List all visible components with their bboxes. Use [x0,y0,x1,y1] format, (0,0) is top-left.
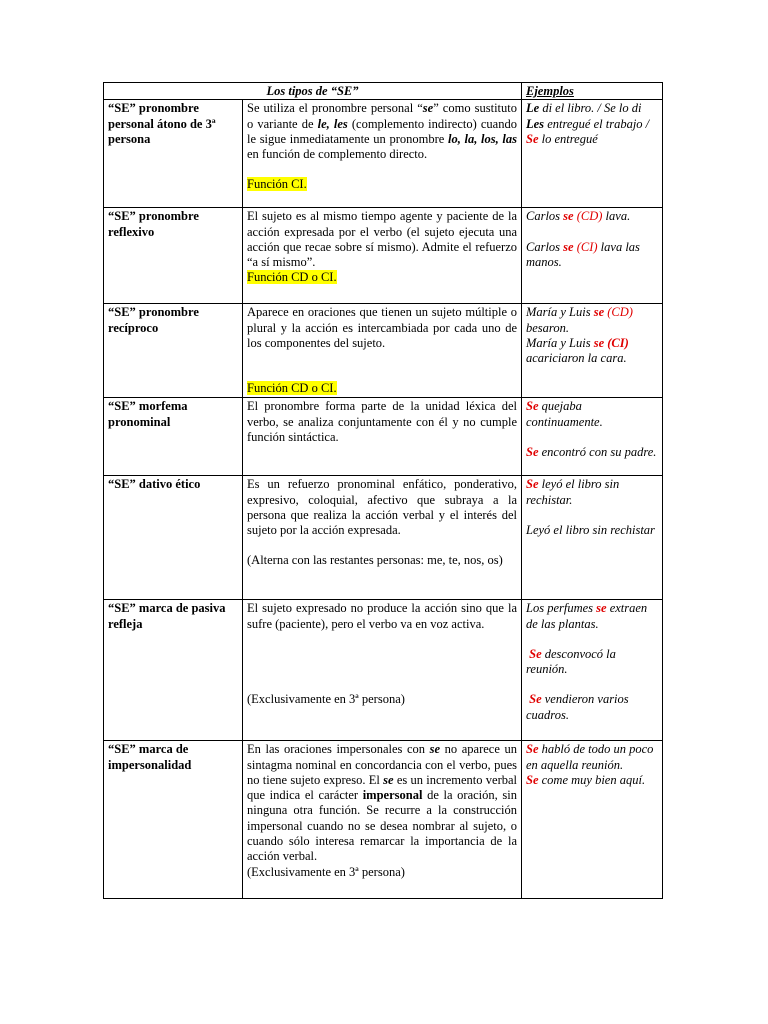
example-text: Carlos se (CI) lava las manos. [526,239,640,269]
example-text: Los perfumes se extraen de las plantas. [526,601,648,631]
examples-cell [522,741,663,899]
table-row [104,476,663,600]
example-text: Le di el libro. / Se lo di [526,101,642,116]
example-text: Les entregué el trabajo / Se lo entregué [526,116,650,146]
table-row [104,304,663,398]
function-highlight: Función CD o CI. [247,381,337,396]
table-row [104,398,663,476]
types-header: Los tipos de “SE” [104,83,522,100]
se-type-cell: “SE” marca de impersonalidad [104,741,243,899]
se-types-table [103,82,663,899]
example-text: Se habló de todo un poco en aquella reunión. [526,742,654,772]
examples-cell [522,476,663,600]
se-type-cell: “SE” pronombre personal átono de 3ª persona [104,100,243,208]
example-text: Se leyó el libro sin rechistar. [526,477,620,507]
description-text: El sujeto expresado no produce la acción sino que la sufre (paciente), pero el verbo va en voz activa. [247,601,517,631]
example-text: Se desconvocó la reunión. [526,646,616,677]
example-text: Carlos se (CD) lava. [526,209,631,224]
function-highlight: Función CI. [247,177,307,192]
examples-header [522,83,663,100]
description-cell [243,741,522,899]
description-cell [243,476,522,600]
examples-cell [522,100,663,208]
description-text: El pronombre forma parte de la unidad léxica del verbo, se analiza conjuntamente con él y no cumple función sintáctica. [247,399,517,444]
description-text: En las oraciones impersonales con se no aparece un sintagma nominal en concordancia con el verbo, pues no tiene sujeto expreso. El se es un incremento verbal que indica el carácter impersonal de la oración, sin ninguna otra función. Se recurre a la construcción impersonal cuando no se desea nombrar al sujeto, o cuando sólo interesa remarcar la importancia de la acción verbal. [247,742,518,864]
note-text: (Exclusivamente en 3ª persona) [247,691,405,706]
table-row [104,100,663,208]
description-cell [243,304,522,398]
table-row [104,208,663,304]
se-type-cell: “SE” pronombre recíproco [104,304,243,398]
example-text: Se encontró con su padre. [526,444,657,459]
description-cell [243,100,522,208]
function-highlight: Función CD o CI. [247,270,337,285]
example-text: Se quejaba continuamente. [526,399,603,429]
examples-cell [522,398,663,476]
description-cell [243,208,522,304]
description-text: Es un refuerzo pronominal enfático, ponderativo, expresivo, coloquial, afectivo que subraya a la persona que realiza la acción verbal y el interés del sujeto por la acción expresada. [247,477,517,538]
description-text: Aparece en oraciones que tienen un sujeto múltiple o plural y la acción es intercambiada por cada uno de los componentes del sujeto. [247,305,517,350]
table-row [104,741,663,899]
table-row [104,600,663,741]
se-type-cell: “SE” marca de pasiva refleja [104,600,243,741]
description-text: Se utiliza el pronombre personal “se” como sustituto o variante de le, les (complemento indirecto) cuando le sigue inmediatamente un pronombre lo, la, los, las en función de complemento directo. [247,101,518,162]
examples-cell [522,304,663,398]
description-cell [243,600,522,741]
example-text: María y Luis se (CI) acariciaron la cara. [526,335,629,366]
example-text: María y Luis se (CD) besaron. [526,305,633,335]
examples-header-text: Ejemplos [526,84,574,98]
se-type-cell: “SE” pronombre reflexivo [104,208,243,304]
se-type-cell: “SE” morfema pronominal [104,398,243,476]
examples-cell [522,600,663,741]
example-text: Se come muy bien aquí. [526,772,646,787]
examples-cell [522,208,663,304]
description-text: El sujeto es al mismo tiempo agente y paciente de la acción expresada por el verbo (el sujeto ejecuta una acción que recae sobre sí mismo). Admite el refuerzo “a sí mismo”. [247,209,517,270]
se-type-cell: “SE” dativo ético [104,476,243,600]
table-header-row [104,83,663,100]
note-text: (Exclusivamente en 3ª persona) [247,864,405,879]
example-text: Se vendieron varios cuadros. [526,692,629,722]
note-text: (Alterna con las restantes personas: me, te, nos, os) [247,553,503,568]
example-text: Leyó el libro sin rechistar [526,522,655,537]
description-cell [243,398,522,476]
